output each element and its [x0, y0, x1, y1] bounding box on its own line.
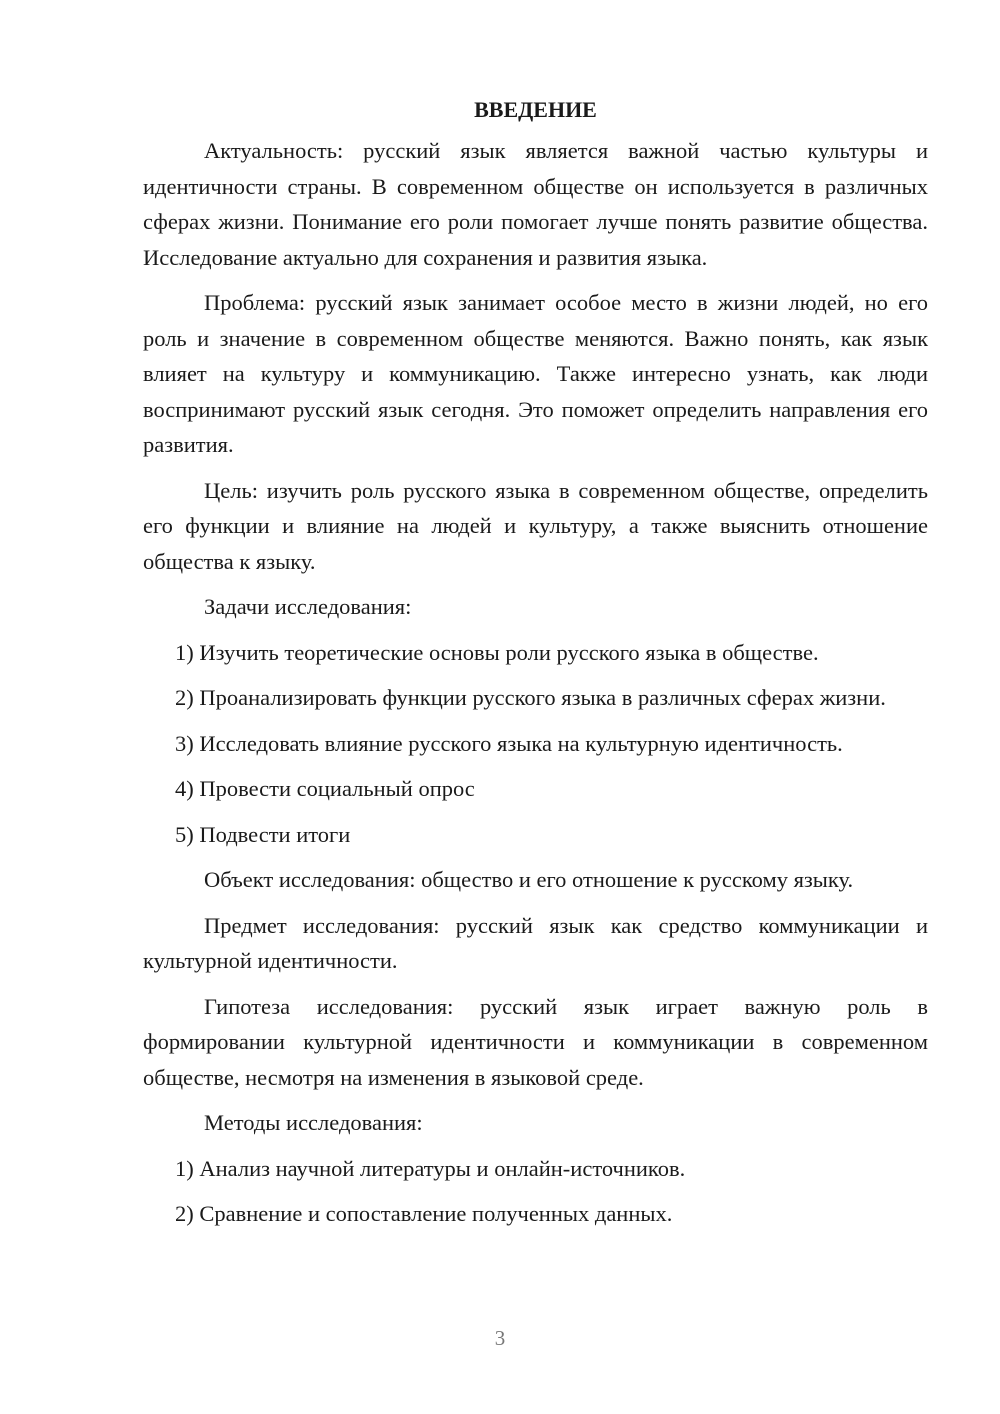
problem-paragraph: Проблема: русский язык занимает особое место в жизни людей, но его роль и значение в современном обществе меняются. Важно понять, как язык влияет на культуру и коммуникацию. Также интересно узнать, как люди воспринимают русский язык сегодня. Это поможет определить направления его развития. [143, 290, 928, 457]
task-item-5: 5) Подвести итоги [175, 821, 351, 847]
task-item-3: 3) Исследовать влияние русского языка на культурную идентичность. [175, 730, 843, 756]
tasks-heading: Задачи исследования: [204, 594, 412, 619]
task-item-2: 2) Проанализировать функции русского языка в различных сферах жизни. [175, 685, 886, 710]
section-title: ВВЕДЕНИЕ [474, 97, 597, 122]
task-item-4: 4) Провести социальный опрос [175, 776, 475, 801]
task-item-1: 1) Изучить теоретические основы роли русского языка в обществе. [175, 639, 819, 665]
hypothesis-paragraph: Гипотеза исследования: русский язык играет важную роль в формировании культурной идентичности и коммуникации в современном обществе, несмотря на изменения в языковой среде. [143, 993, 928, 1090]
object-paragraph: Объект исследования: общество и его отношение к русскому языку. [204, 867, 854, 892]
relevance-paragraph: Актуальность: русский язык является важной частью культуры и идентичности страны. В современном обществе он используется в различных сферах жизни. Понимание его роли помогает лучше понять развитие общества. Исследование актуально для сохранения и развития языка. [143, 138, 928, 270]
goal-paragraph: Цель: изучить роль русского языка в современном обществе, определить его функции и влияние на людей и культуру, а также выяснить отношение общества к языку. [143, 477, 928, 574]
method-item-2: 2) Сравнение и сопоставление полученных данных. [175, 1201, 673, 1226]
document-page [143, 92, 928, 1242]
method-item-1: 1) Анализ научной литературы и онлайн-источников. [175, 1155, 686, 1181]
methods-heading: Методы исследования: [204, 1110, 423, 1135]
subject-paragraph: Предмет исследования: русский язык как средство коммуникации и культурной идентичности. [143, 912, 928, 973]
page-number: 3 [494, 1326, 506, 1350]
